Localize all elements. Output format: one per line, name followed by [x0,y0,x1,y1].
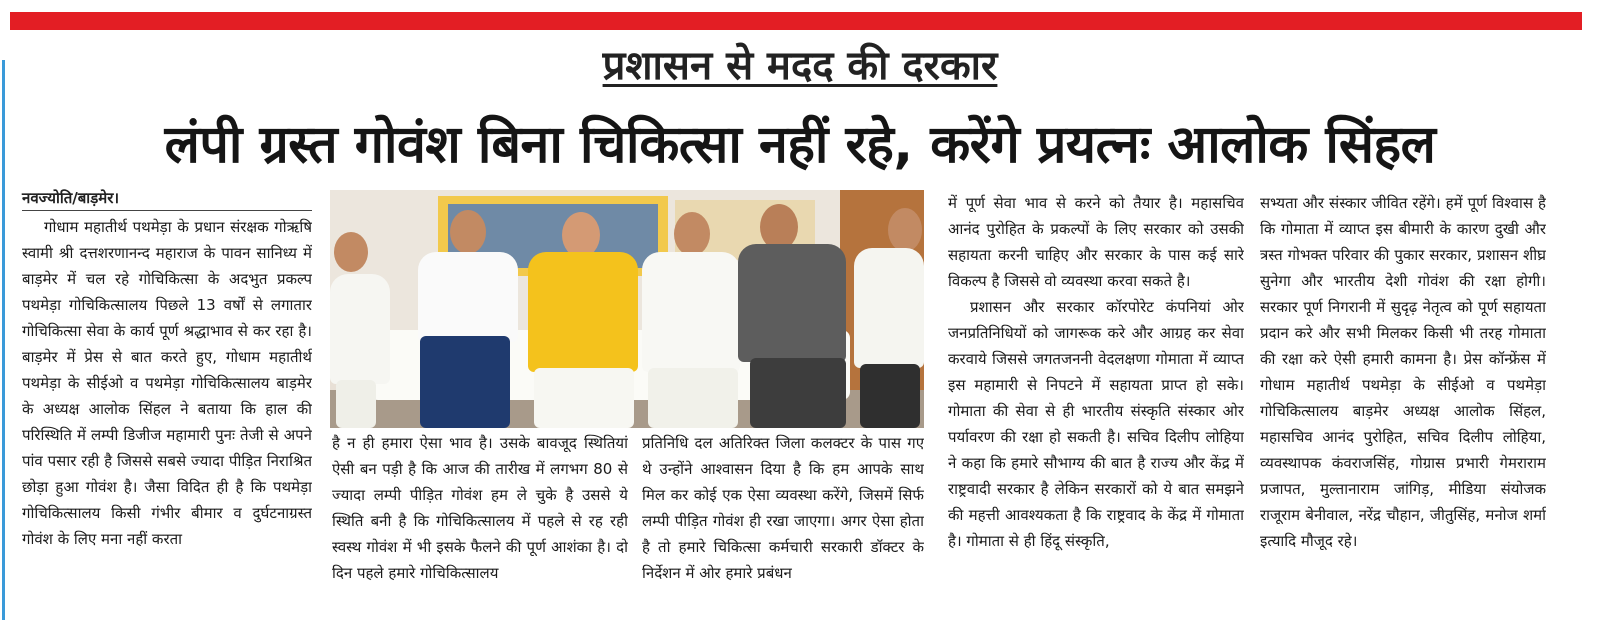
paragraph: में पूर्ण सेवा भाव से करने को तैयार है। महासचिव आनंद पुरोहित के प्रकल्पों के लिए सरकार को उसकी सहायता करनी चाहिए और सरकार के पास कई सारे विकल्प है जिससे वो व्यवस्था करवा सकते है। [948,194,1244,290]
article-column-4 [948,190,1244,616]
kicker-text: प्रशासन से मदद की दरकार [602,43,998,89]
article-column-5 [1260,190,1546,616]
top-red-bar [10,12,1582,30]
kicker-heading [0,40,1600,92]
paragraph: सभ्यता और संस्कार जीवित रहेंगे। हमें पूर्ण विश्वास है कि गोमाता में व्याप्त इस बीमारी के कारण दुखी और त्रस्त गोभक्त परिवार की पुकार सरकार, प्रशासन शीघ्र सुनेगा और भारतीय देशी गोवंश की रक्षा होगी। सरकार पूर्ण निगरानी में सुदृढ़ नेतृत्व को पूर्ण सहायता प्रदान करे और सभी मिलकर किसी भी तरह गोमाता की रक्षा करे ऐसी हमारी कामना है। प्रेस कॉन्फ्रेंस में गोधाम महातीर्थ पथमेड़ा के सीईओ व पथमेड़ा गोचिकित्सालय बाड़मेर अध्यक्ष आलोक सिंहल, महासचिव आनंद पुरोहित, सचिव दिलीप लोहिया, व्यवस्थापक कंवराजसिंह, गोग्रास प्रभारी गेमराराम प्रजापत, मुल्तानाराम जांगिड़, मीडिया संयोजक राजूराम बेनीवाल, नरेंद्र चौहान, जीतुसिंह, मनोज शर्मा इत्यादि मौजूद रहे। [1260,194,1546,550]
article-column-2 [332,430,628,616]
byline: नवज्योति/बाड़मेर। [22,186,312,211]
paragraph: गोधाम महातीर्थ पथमेड़ा के प्रधान संरक्षक गोऋषि स्वामी श्री दत्तशरणानन्द महाराज के पावन सानिध्य में बाड़मेर में चल रहे गोचिकित्सा के अदभुत प्रकल्प पथमेड़ा गोचिकित्सालय पिछले 13 वर्षों से लगातार गोचिकित्सा सेवा के कार्य पूर्ण श्रद्धाभाव से कर रहा है। बाड़मेर में प्रेस से बात करते हुए, गोधाम महातीर्थ पथमेड़ा के सीईओ व पथमेड़ा गोचिकित्सालय बाड़मेर के अध्यक्ष आलोक सिंहल ने बताया कि हाल की परिस्थिति में लम्पी डिजीज महामारी पुनः तेजी से अपने पांव पसार रही है जिससे सबसे ज्यादा पीड़ित निराश्रित छोड़ा हुआ गोवंश है। जैसा विदित ही है कि पथमेड़ा गोचिकित्सालय किसी गंभीर बीमार व दुर्घटनाग्रस्त गोवंश के लिए मना नहीं करता [22,218,312,548]
article-column-1 [22,214,312,614]
news-photo [330,190,924,428]
paragraph: प्रशासन और सरकार कॉरपोरेट कंपनियां ओर जनप्रतिनिधियों को जागरूक करे और आग्रह कर सेवा करवाये जिससे जगतजननी वेदलक्षणा गोमाता में व्याप्त इस महामारी से निपटने में सहायता प्राप्त हो सके। गोमाता की सेवा से ही भारतीय संस्कृति संस्कार ओर पर्यावरण की रक्षा हो सकती है। सचिव दिलीप लोहिया ने कहा कि हमारे सौभाग्य की बात है राज्य और केंद्र में राष्ट्रवादी सरकार है लेकिन सरकारों को ये बात समझने की महत्ती आवश्यकता है कि राष्ट्रवाद के केंद्र में गोमाता है। गोमाता से ही हिंदू संस्कृति, [948,298,1244,550]
paragraph: है न ही हमारा ऐसा भाव है। उसके बावजूद स्थितियां ऐसी बन पड़ी है कि आज की तारीख में लगभग 80 से ज्यादा लम्पी पीड़ित गोवंश हम ले चुके है उससे ये स्थिति बनी है कि गोचिकित्सालय में पहले से रह रही स्वस्थ गोवंश में भी इसके फैलने की पूर्ण आशंका है। दो दिन पहले हमारे गोचिकित्सालय [332,434,628,582]
article-column-3 [642,430,924,616]
headline: लंपी ग्रस्त गोवंश बिना चिकित्सा नहीं रहे, करेंगे प्रयत्नः आलोक सिंहल [164,115,1436,175]
paragraph: प्रतिनिधि दल अतिरिक्त जिला कलक्टर के पास गए थे उन्होंने आश्वासन दिया है कि हम आपके साथ मिल कर कोई एक ऐसा व्यवस्था करेंगे, जिसमें सिर्फ लम्पी पीड़ित गोवंश ही रखा जाएगा। अगर ऐसा होता है तो हमारे चिकित्सा कर्मचारी सरकारी डॉक्टर के निर्देशन में ओर हमारे प्रबंधन [642,434,924,582]
left-margin-rule [2,60,5,620]
